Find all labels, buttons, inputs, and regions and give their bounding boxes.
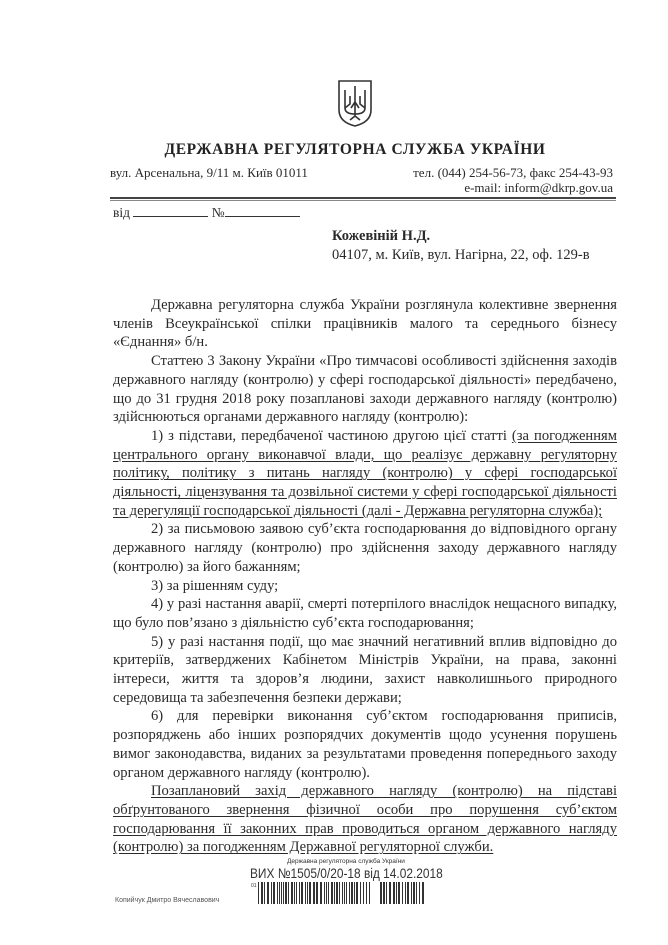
barcode-bar: [285, 882, 287, 904]
stamp-organization: Державна регуляторна служба України: [287, 858, 405, 865]
barcode-bar: [416, 882, 417, 904]
reference-line: [113, 204, 300, 221]
barcode-bar: [396, 882, 397, 904]
barcode-bar: [281, 882, 282, 904]
paragraph-conclusion: Позаплановий захід державного нагляду (контролю) на підставі обґрунтованого звернення фізичної особи про порушення суб’єктом господарювання її законних прав проводиться органом державного нагляду (контролю) за погодженням Державної регуляторної служби.: [113, 783, 617, 856]
barcode-bar: [301, 882, 303, 904]
barcode-bar: [331, 882, 333, 904]
letter-body: [113, 296, 617, 857]
header-divider-thin: [110, 200, 616, 201]
barcode-bar: [405, 882, 406, 904]
barcode-bar: [279, 882, 280, 904]
barcode-bar: [349, 882, 350, 904]
paragraph-intro: Державна регуляторна служба України розглянула колективне звернення членів Всеукраїнської спілки працівників малого та середнього бізнесу «Єднання» б/н.: [113, 297, 617, 351]
outgoing-number: ВИХ №1505/0/20-18 від 14.02.2018: [250, 865, 443, 881]
barcode-bar: [258, 882, 259, 904]
barcode-bar: [389, 882, 391, 904]
barcode-bar: [336, 882, 338, 904]
barcode-bar: [407, 882, 409, 904]
list-item-5: 5) у разі настання події, що має значний негативний вплив відповідно до критеріїв, затверджених Кабінетом Міністрів України, на права, законні інтереси, життя та здоров’я людини, захист навколишнього природного середовища та забезпечення безпеки держави;: [113, 633, 617, 706]
stamp-code: 01: [251, 883, 257, 889]
list-item-2: 2) за письмовою заявою суб’єкта господарювання до відповідного органу державного нагляду (контролю) про здійснення заходу державного нагляду (контролю) за його бажанням;: [113, 521, 617, 575]
recipient-address: 04107, м. Київ, вул. Нагірна, 22, оф. 129-в: [332, 247, 590, 263]
date-blank: [133, 204, 208, 217]
barcode-bar: [369, 882, 370, 904]
barcode-bar: [320, 882, 322, 904]
list-item-1: [113, 427, 617, 521]
barcode-bar: [360, 882, 361, 904]
barcode-bar: [386, 882, 387, 904]
barcode-bar: [422, 882, 424, 904]
barcode-bar: [309, 882, 311, 904]
barcode-bar: [351, 882, 353, 904]
barcode-bar: [264, 882, 265, 904]
barcode-bar: [277, 882, 278, 904]
barcode-bar: [299, 882, 300, 904]
barcode-bar: [271, 882, 272, 904]
executor-name: Копийчук Дмитро Вячеславович: [115, 897, 220, 904]
barcode-bar: [393, 882, 395, 904]
barcode-bar: [294, 882, 295, 904]
barcode-bar: [411, 882, 412, 904]
organization-address: вул. Арсенальна, 9/11 м. Київ 01011: [110, 165, 308, 180]
barcode-bar: [328, 882, 329, 904]
list-item-6: 6) для перевірки виконання суб’єктом господарювання приписів, розпоряджень або інших розпорядчих документів щодо усунення порушень вимог законодавства, виданих за результатами проведення попереднього заходу органом державного нагляду (контролю).: [113, 708, 617, 781]
recipient-name: Кожевіній Н.Д.: [332, 228, 431, 244]
from-label: від: [113, 205, 130, 220]
barcode-bar: [316, 882, 318, 904]
barcode-bar: [354, 882, 355, 904]
barcode-bar: [398, 882, 400, 904]
barcode-bar: [366, 882, 367, 904]
organization-email: e-mail: inform@dkrp.gov.ua: [464, 180, 613, 195]
header-divider: [110, 197, 616, 199]
barcode-bar: [261, 882, 263, 904]
number-label: №: [211, 205, 225, 220]
barcode: [258, 882, 428, 909]
barcode-bar: [288, 882, 289, 904]
barcode-bar: [346, 882, 347, 904]
barcode-bar: [305, 882, 306, 904]
organization-title: ДЕРЖАВНА РЕГУЛЯТОРНА СЛУЖБА УКРАЇНИ: [164, 141, 546, 158]
barcode-bar: [419, 882, 420, 904]
barcode-bar: [413, 882, 415, 904]
barcode-bar: [307, 882, 308, 904]
barcode-bar: [380, 882, 382, 904]
list-item-1-text: 1) з підстави, передбаченої частиною другою цієї статті: [151, 427, 512, 444]
barcode-bar: [296, 882, 297, 904]
number-blank: [225, 204, 300, 217]
barcode-bar: [363, 882, 364, 904]
barcode-bar: [313, 882, 315, 904]
barcode-bar: [326, 882, 327, 904]
barcode-bar: [283, 882, 284, 904]
barcode-bar: [324, 882, 325, 904]
barcode-bar: [267, 882, 269, 904]
barcode-bar: [334, 882, 335, 904]
barcode-bar: [339, 882, 340, 904]
barcode-bar: [342, 882, 343, 904]
list-item-3: 3) за рішенням суду;: [151, 577, 279, 594]
paragraph-law: Статтею 3 Закону України «Про тимчасові особливості здійснення заходів державного нагляду (контролю) у сфері господарської діяльності» передбачено, що до 31 грудня 2018 року позапланові заходи державного нагляду (контролю) здійснюються органами державного нагляду (контролю):: [113, 353, 617, 426]
barcode-bar: [356, 882, 358, 904]
list-item-1-underlined: (за погодженням центрального органу виконавчої влади, що реалізує державну регуляторну політику, політику з питань нагляду (контролю) у сфері господарської діяльності, ліцензування та дозвільної системи у сфері господарської діяльності та дерегуляції господарської діяльності (далі - Державна регуляторна служба);: [113, 427, 617, 519]
barcode-bar: [383, 882, 385, 904]
list-item-4: 4) у разі настання аварії, смерті потерпілого внаслідок нещасного випадку, що було пов’язано з діяльністю суб’єкта господарювання;: [113, 596, 617, 631]
barcode-bar: [344, 882, 345, 904]
organization-phone: тел. (044) 254-56-73, факс 254-43-93: [413, 165, 613, 180]
barcode-bar: [402, 882, 403, 904]
coat-of-arms-icon: [336, 78, 374, 133]
barcode-bar: [291, 882, 293, 904]
barcode-bar: [273, 882, 275, 904]
